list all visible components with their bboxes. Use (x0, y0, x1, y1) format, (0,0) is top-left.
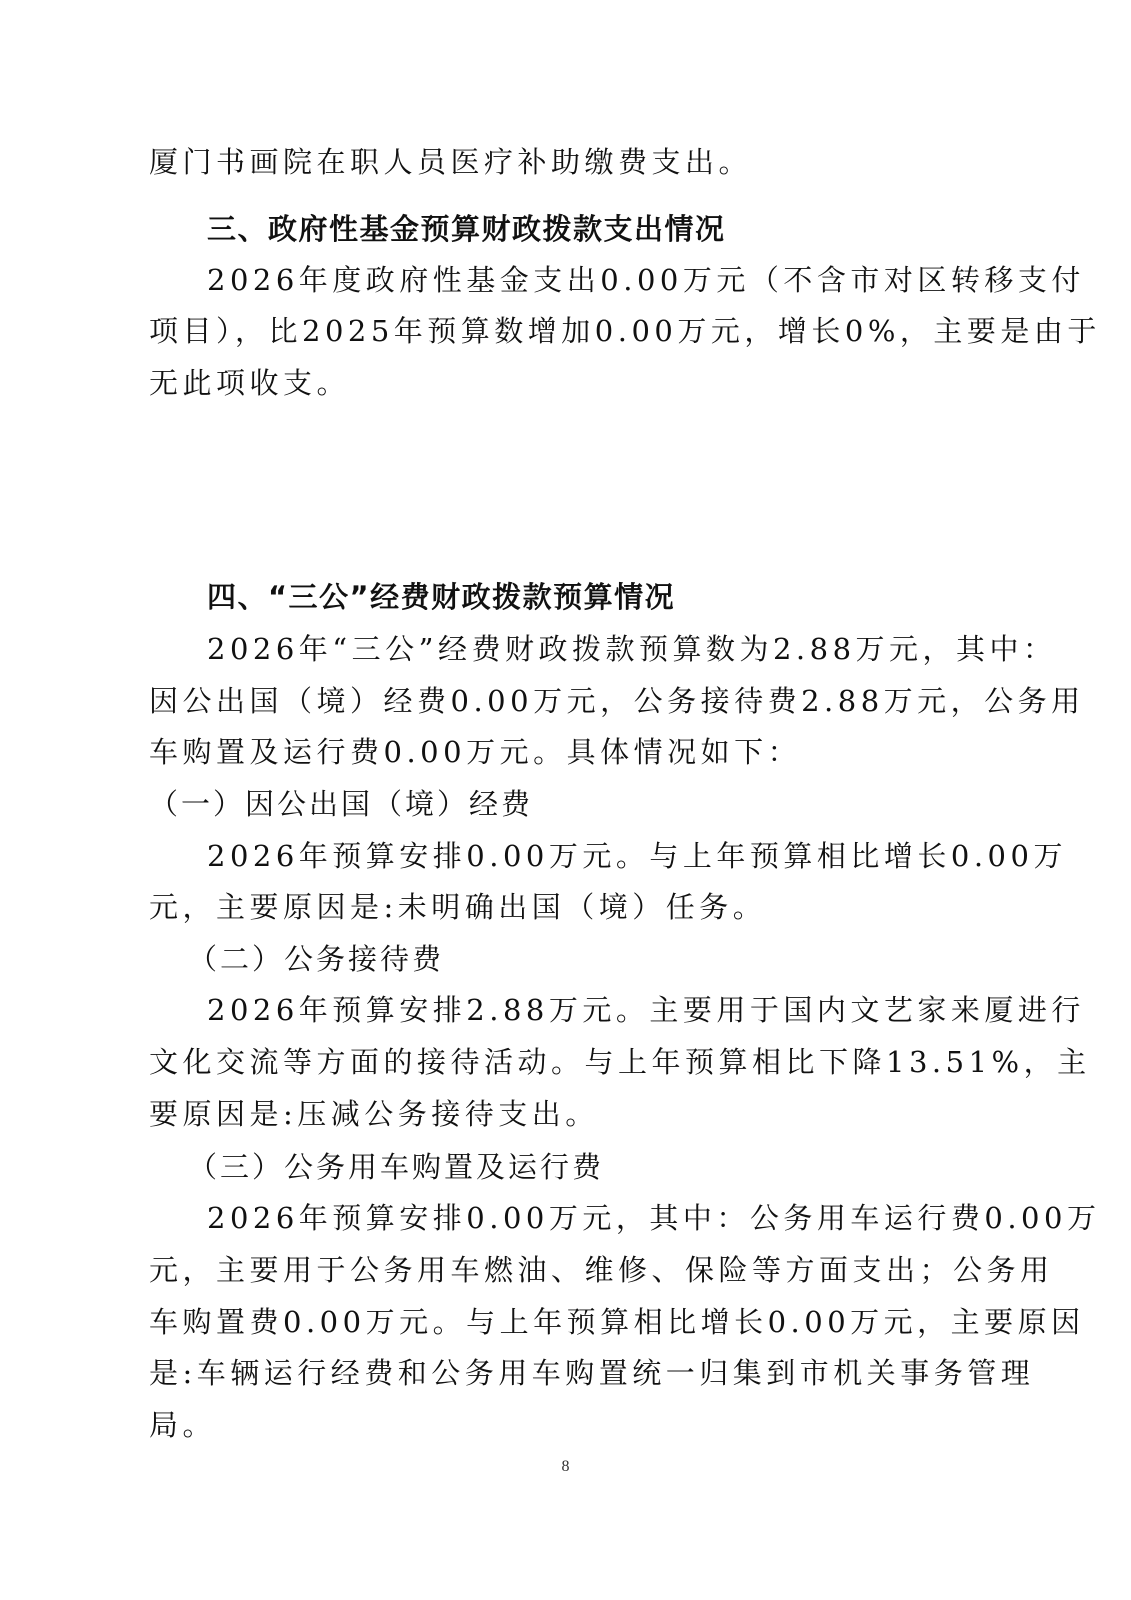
body-text-line: 要原因是:压减公务接待支出。 (149, 1097, 599, 1131)
body-text-line: 2026年预算安排2.88万元。主要用于国内文艺家来厦进行 (207, 993, 1085, 1027)
body-text-line: 2026年“三公”经费财政拨款预算数为2.88万元，其中： (207, 632, 1057, 666)
subheading-2: （二）公务接待费 (188, 942, 445, 976)
body-text-line: 局。 (149, 1408, 217, 1442)
section-heading-3: 三、政府性基金预算财政拨款支出情况 (207, 212, 726, 246)
body-text-line: 车购置及运行费0.00万元。具体情况如下： (149, 735, 802, 769)
body-text-line: 项目），比2025年预算数增加0.00万元，增长0%，主要是由于 (149, 314, 1101, 348)
section-heading-4: 四、“三公”经费财政拨款预算情况 (207, 580, 676, 614)
body-text-line: 元，主要用于公务用车燃油、维修、保险等方面支出；公务用 (149, 1253, 1054, 1287)
subheading-3: （三）公务用车购置及运行费 (188, 1150, 605, 1184)
body-text-line: 是:车辆运行经费和公务用车购置统一归集到市机关事务管理 (149, 1356, 1035, 1390)
body-text-line: 2026年度政府性基金支出0.00万元（不含市对区转移支付 (207, 263, 1085, 297)
body-text-line: 元，主要原因是:未明确出国（境）任务。 (149, 890, 767, 924)
body-text-line: 无此项收支。 (149, 366, 351, 400)
body-text-line: 车购置费0.00万元。与上年预算相比增长0.00万元，主要原因 (149, 1305, 1085, 1339)
page-number: 8 (561, 1458, 570, 1475)
body-text-line: 厦门书画院在职人员医疗补助缴费支出。 (149, 145, 753, 179)
body-text-line: 2026年预算安排0.00万元，其中：公务用车运行费0.00万 (207, 1201, 1101, 1235)
body-text-line: 2026年预算安排0.00万元。与上年预算相比增长0.00万 (207, 839, 1067, 873)
body-text-line: 文化交流等方面的接待活动。与上年预算相比下降13.51%，主 (149, 1045, 1091, 1079)
subheading-1: （一）因公出国（境）经费 (149, 787, 534, 821)
body-text-line: 因公出国（境）经费0.00万元，公务接待费2.88万元，公务用 (149, 684, 1085, 718)
